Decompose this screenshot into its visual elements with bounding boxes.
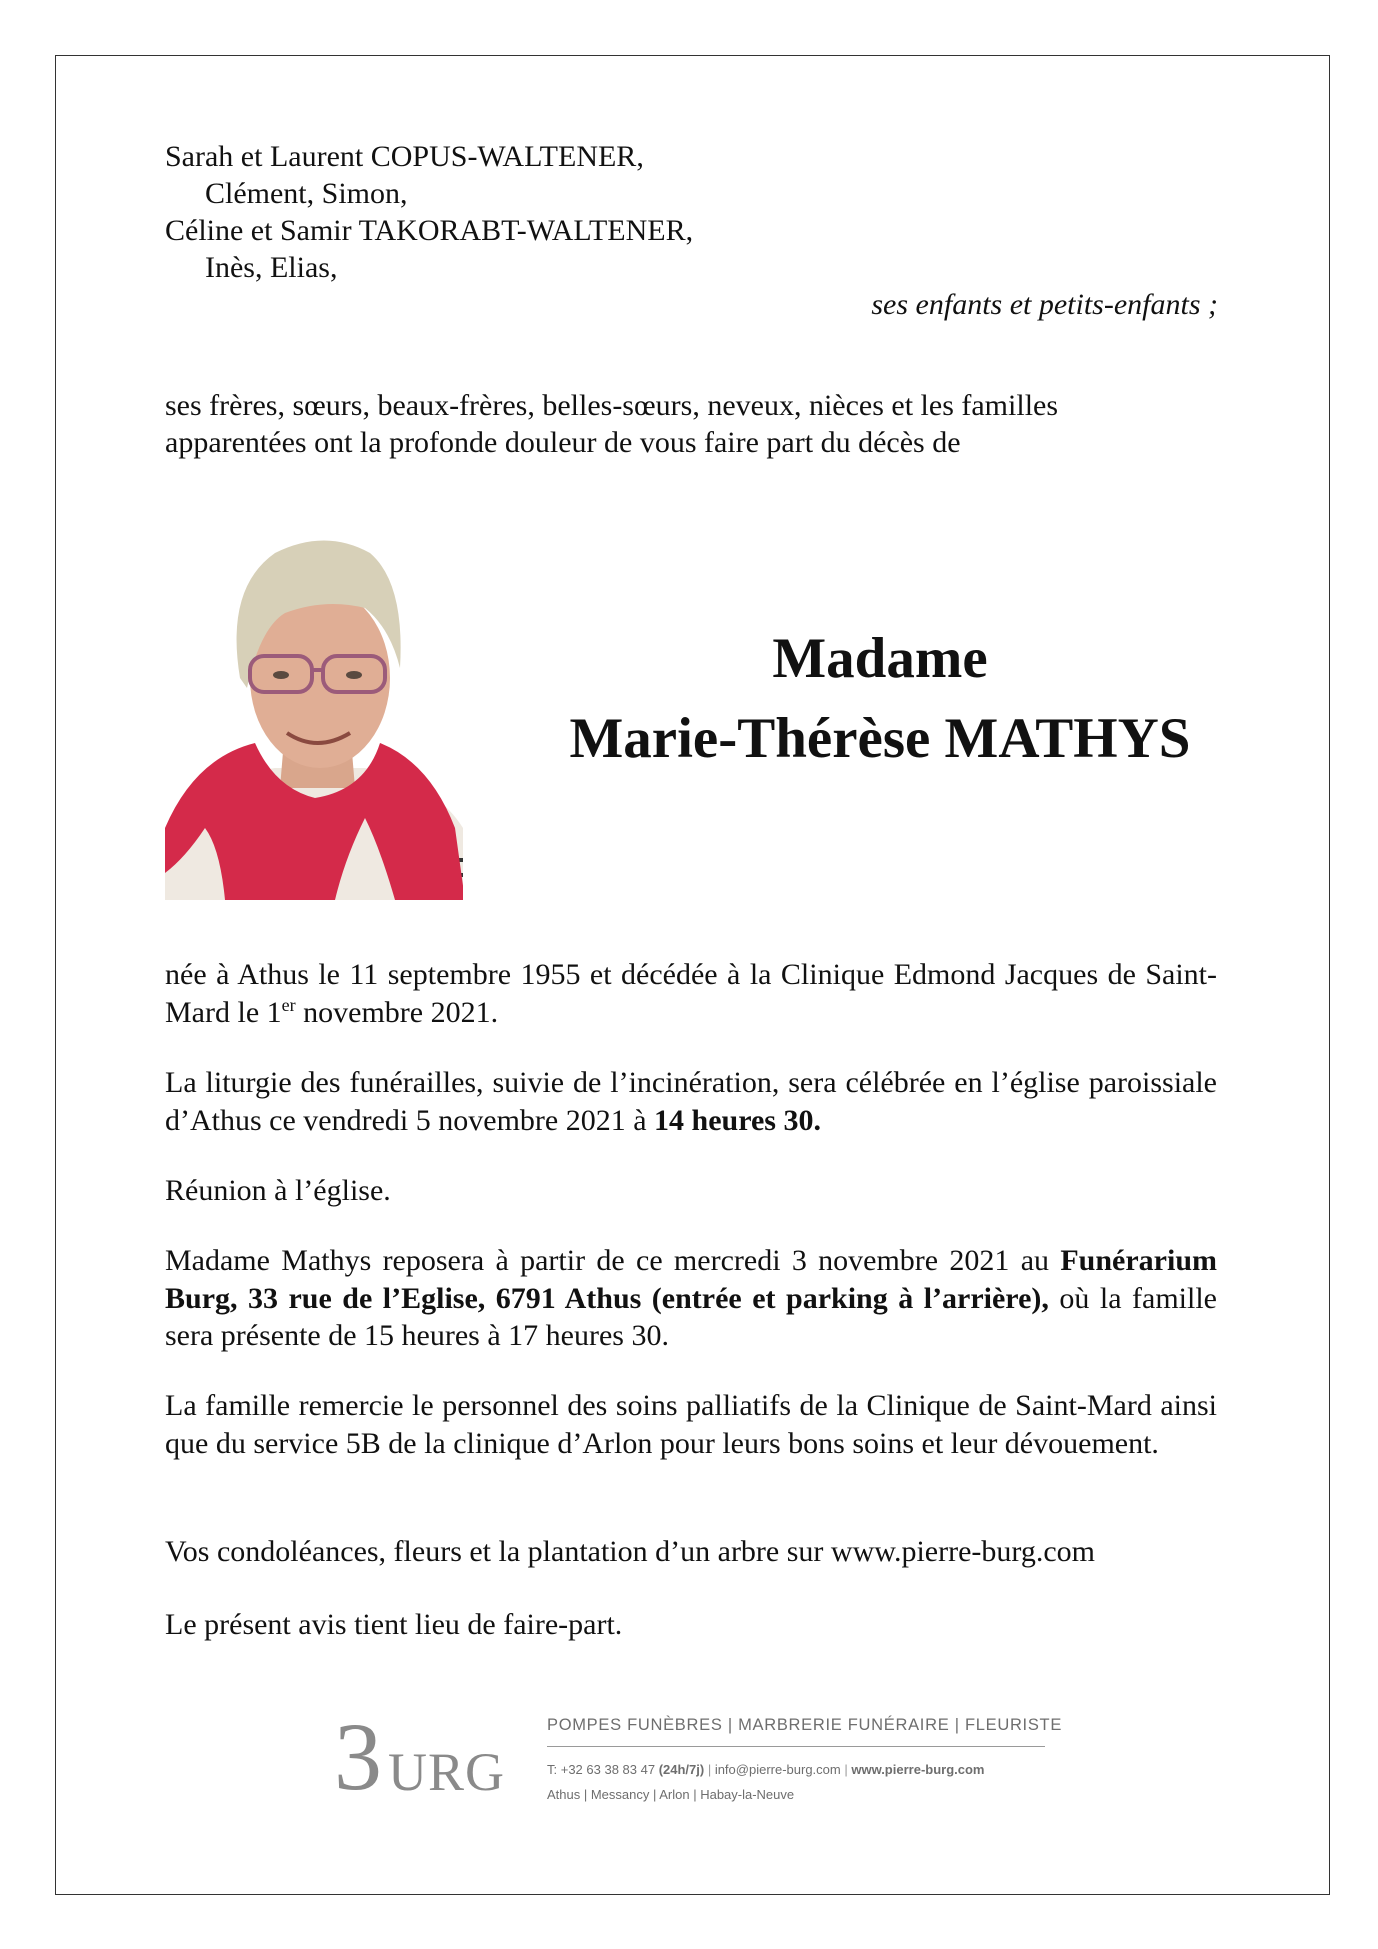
footer-email-link[interactable]: info@pierre-burg.com [714, 1762, 841, 1777]
footer-contact: T: +32 63 38 83 47 (24h/7j) | info@pierre-burg.com | www.pierre-burg.com [547, 1762, 985, 1777]
birth-death-paragraph: née à Athus le 11 septembre 1955 et décédée à la Clinique Edmond Jacques de Saint-Mard le 1er novembre 2021. [165, 958, 1217, 1029]
logo-letters-urg: URG [388, 1742, 506, 1797]
liturgy-paragraph: La liturgie des funérailles, suivie de l’incinération, sera célébrée en l’église paroissiale d’Athus ce vendredi 5 novembre 2021 à 14 heures 30. [165, 1066, 1217, 1137]
footer-locations: Athus | Messancy | Arlon | Habay-la-Neuve [547, 1787, 795, 1802]
announcement-line-2: apparentées ont la profonde douleur de vous faire part du décès de [165, 426, 961, 459]
notice-paragraph: Le présent avis tient lieu de faire-part. [165, 1608, 623, 1641]
footer-services: POMPES FUNÈBRES | MARBRERIE FUNÉRAIRE | FLEURISTE [547, 1716, 1063, 1734]
deceased-title: Madame [772, 627, 988, 690]
family-relation: ses enfants et petits-enfants ; [871, 288, 1218, 321]
announcement-line-1: ses frères, sœurs, beaux-frères, belles-sœurs, neveux, nièces et les familles [165, 389, 1059, 422]
logo-letter-b: 3 [334, 1707, 382, 1797]
family-line-1: Sarah et Laurent COPUS-WALTENER, [165, 140, 644, 173]
burg-logo [330, 1707, 510, 1797]
footer-divider [547, 1746, 1045, 1747]
family-line-2: Clément, Simon, [205, 177, 408, 210]
repose-paragraph: Madame Mathys reposera à partir de ce mercredi 3 novembre 2021 au Funérarium Burg, 33 rue de l’Eglise, 6791 Athus (entrée et parking à l’arrière), où la famille sera présente de 15 heures à 17 heures 30. [165, 1244, 1217, 1352]
family-line-4: Inès, Elias, [205, 251, 338, 284]
family-line-3: Céline et Samir TAKORABT-WALTENER, [165, 214, 694, 247]
footer-website-link[interactable]: www.pierre-burg.com [851, 1762, 985, 1777]
deceased-name: Marie-Thérèse MATHYS [569, 707, 1191, 770]
condolences-paragraph: Vos condoléances, fleurs et la plantation d’un arbre sur www.pierre-burg.com [165, 1535, 1095, 1568]
reunion-paragraph: Réunion à l’église. [165, 1174, 391, 1207]
thanks-paragraph: La famille remercie le personnel des soins palliatifs de la Clinique de Saint-Mard ainsi que du service 5B de la clinique d’Arlon pour leurs bons soins et leur dévouement. [165, 1389, 1217, 1460]
portrait-photo [165, 528, 463, 900]
